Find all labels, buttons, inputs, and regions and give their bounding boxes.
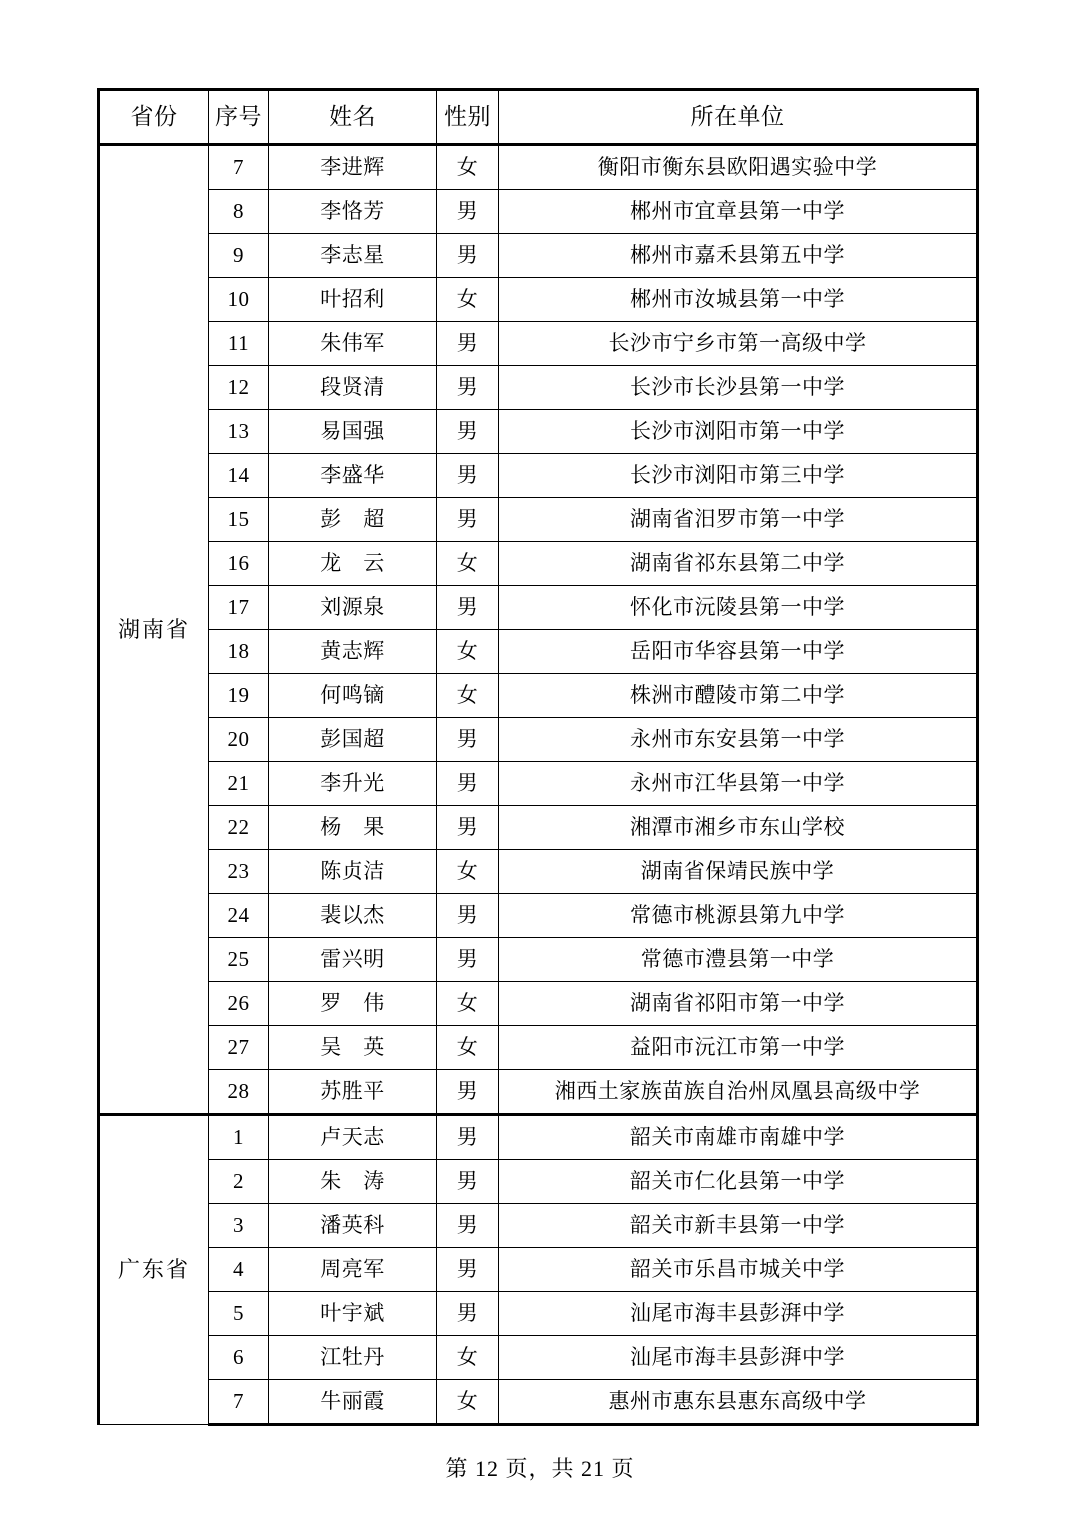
column-header-gender: 性别 xyxy=(437,90,499,145)
cell-seq: 11 xyxy=(209,322,269,366)
cell-name: 叶招利 xyxy=(269,278,437,322)
cell-name: 段贤清 xyxy=(269,366,437,410)
table-row xyxy=(99,850,978,894)
cell-name: 陈贞洁 xyxy=(269,850,437,894)
cell-gender: 女 xyxy=(437,1336,499,1380)
cell-name: 李志星 xyxy=(269,234,437,278)
cell-gender: 男 xyxy=(437,718,499,762)
cell-unit: 永州市东安县第一中学 xyxy=(499,718,978,762)
cell-name: 江牡丹 xyxy=(269,1336,437,1380)
cell-unit: 汕尾市海丰县彭湃中学 xyxy=(499,1336,978,1380)
table-row xyxy=(99,366,978,410)
cell-unit: 湖南省祁阳市第一中学 xyxy=(499,982,978,1026)
cell-unit: 衡阳市衡东县欧阳遇实验中学 xyxy=(499,145,978,190)
cell-gender: 男 xyxy=(437,938,499,982)
cell-name: 卢天志 xyxy=(269,1115,437,1160)
cell-unit: 湖南省汨罗市第一中学 xyxy=(499,498,978,542)
cell-seq: 25 xyxy=(209,938,269,982)
cell-unit: 长沙市宁乡市第一高级中学 xyxy=(499,322,978,366)
cell-seq: 17 xyxy=(209,586,269,630)
table-body xyxy=(99,145,978,1425)
cell-seq: 15 xyxy=(209,498,269,542)
cell-gender: 女 xyxy=(437,674,499,718)
cell-name: 刘源泉 xyxy=(269,586,437,630)
cell-gender: 男 xyxy=(437,410,499,454)
table-header-row xyxy=(99,90,978,145)
cell-unit: 韶关市南雄市南雄中学 xyxy=(499,1115,978,1160)
cell-seq: 27 xyxy=(209,1026,269,1070)
cell-name: 杨 果 xyxy=(269,806,437,850)
table-row xyxy=(99,894,978,938)
cell-name: 叶宇斌 xyxy=(269,1292,437,1336)
cell-seq: 13 xyxy=(209,410,269,454)
cell-unit: 郴州市汝城县第一中学 xyxy=(499,278,978,322)
cell-seq: 14 xyxy=(209,454,269,498)
cell-seq: 7 xyxy=(209,1380,269,1425)
roster-table xyxy=(97,88,979,1426)
cell-gender: 男 xyxy=(437,190,499,234)
cell-name: 黄志辉 xyxy=(269,630,437,674)
cell-gender: 女 xyxy=(437,850,499,894)
cell-unit: 常德市桃源县第九中学 xyxy=(499,894,978,938)
cell-gender: 男 xyxy=(437,366,499,410)
cell-name: 苏胜平 xyxy=(269,1070,437,1115)
cell-gender: 男 xyxy=(437,454,499,498)
table-row xyxy=(99,410,978,454)
cell-gender: 女 xyxy=(437,630,499,674)
cell-unit: 韶关市新丰县第一中学 xyxy=(499,1204,978,1248)
table-row xyxy=(99,630,978,674)
cell-gender: 男 xyxy=(437,1160,499,1204)
cell-seq: 28 xyxy=(209,1070,269,1115)
cell-seq: 10 xyxy=(209,278,269,322)
cell-seq: 4 xyxy=(209,1248,269,1292)
cell-name: 龙 云 xyxy=(269,542,437,586)
cell-unit: 永州市江华县第一中学 xyxy=(499,762,978,806)
column-header-name: 姓名 xyxy=(269,90,437,145)
table-row xyxy=(99,674,978,718)
table-row xyxy=(99,1248,978,1292)
table-row xyxy=(99,586,978,630)
cell-seq: 20 xyxy=(209,718,269,762)
cell-name: 牛丽霞 xyxy=(269,1380,437,1425)
table-row xyxy=(99,234,978,278)
column-header-seq: 序号 xyxy=(209,90,269,145)
table-row xyxy=(99,1292,978,1336)
cell-seq: 21 xyxy=(209,762,269,806)
cell-seq: 8 xyxy=(209,190,269,234)
cell-seq: 24 xyxy=(209,894,269,938)
cell-gender: 女 xyxy=(437,982,499,1026)
table-row xyxy=(99,498,978,542)
cell-gender: 男 xyxy=(437,234,499,278)
cell-unit: 株洲市醴陵市第二中学 xyxy=(499,674,978,718)
table-row xyxy=(99,982,978,1026)
table-row xyxy=(99,190,978,234)
table-row xyxy=(99,542,978,586)
cell-unit: 郴州市嘉禾县第五中学 xyxy=(499,234,978,278)
cell-province: 湖南省 xyxy=(99,145,209,1115)
table-row xyxy=(99,806,978,850)
cell-unit: 长沙市长沙县第一中学 xyxy=(499,366,978,410)
table-row xyxy=(99,718,978,762)
cell-gender: 男 xyxy=(437,586,499,630)
table-header xyxy=(99,90,978,145)
cell-name: 彭国超 xyxy=(269,718,437,762)
cell-unit: 郴州市宜章县第一中学 xyxy=(499,190,978,234)
page-footer: 第 12 页，共 21 页 xyxy=(445,1456,635,1481)
cell-unit: 湖南省祁东县第二中学 xyxy=(499,542,978,586)
cell-gender: 男 xyxy=(437,1070,499,1115)
cell-unit: 惠州市惠东县惠东高级中学 xyxy=(499,1380,978,1425)
cell-seq: 23 xyxy=(209,850,269,894)
cell-name: 何鸣镝 xyxy=(269,674,437,718)
cell-unit: 湘西土家族苗族自治州凤凰县高级中学 xyxy=(499,1070,978,1115)
cell-gender: 男 xyxy=(437,1248,499,1292)
table-row xyxy=(99,1115,978,1160)
cell-name: 李恪芳 xyxy=(269,190,437,234)
cell-unit: 常德市澧县第一中学 xyxy=(499,938,978,982)
cell-gender: 男 xyxy=(437,762,499,806)
cell-seq: 5 xyxy=(209,1292,269,1336)
cell-gender: 女 xyxy=(437,1026,499,1070)
cell-unit: 长沙市浏阳市第三中学 xyxy=(499,454,978,498)
table-row xyxy=(99,322,978,366)
cell-gender: 男 xyxy=(437,1204,499,1248)
cell-seq: 6 xyxy=(209,1336,269,1380)
table-row xyxy=(99,1070,978,1115)
cell-name: 罗 伟 xyxy=(269,982,437,1026)
roster-table-container xyxy=(97,88,976,1426)
table-row xyxy=(99,1160,978,1204)
cell-unit: 湘潭市湘乡市东山学校 xyxy=(499,806,978,850)
table-row xyxy=(99,454,978,498)
cell-name: 周亮军 xyxy=(269,1248,437,1292)
cell-unit: 长沙市浏阳市第一中学 xyxy=(499,410,978,454)
cell-seq: 22 xyxy=(209,806,269,850)
cell-province: 广东省 xyxy=(99,1115,209,1425)
table-row xyxy=(99,1026,978,1070)
cell-gender: 男 xyxy=(437,498,499,542)
table-row xyxy=(99,278,978,322)
cell-unit: 岳阳市华容县第一中学 xyxy=(499,630,978,674)
cell-gender: 男 xyxy=(437,806,499,850)
cell-name: 彭 超 xyxy=(269,498,437,542)
cell-gender: 男 xyxy=(437,1115,499,1160)
cell-gender: 女 xyxy=(437,278,499,322)
cell-seq: 16 xyxy=(209,542,269,586)
cell-seq: 12 xyxy=(209,366,269,410)
table-row xyxy=(99,1204,978,1248)
table-row xyxy=(99,1380,978,1425)
cell-gender: 女 xyxy=(437,145,499,190)
cell-name: 吴 英 xyxy=(269,1026,437,1070)
cell-unit: 怀化市沅陵县第一中学 xyxy=(499,586,978,630)
cell-name: 李升光 xyxy=(269,762,437,806)
cell-name: 李进辉 xyxy=(269,145,437,190)
cell-name: 潘英科 xyxy=(269,1204,437,1248)
cell-seq: 9 xyxy=(209,234,269,278)
cell-seq: 2 xyxy=(209,1160,269,1204)
cell-gender: 男 xyxy=(437,322,499,366)
table-row xyxy=(99,938,978,982)
cell-unit: 湖南省保靖民族中学 xyxy=(499,850,978,894)
column-header-unit: 所在单位 xyxy=(499,90,978,145)
cell-gender: 男 xyxy=(437,1292,499,1336)
cell-seq: 19 xyxy=(209,674,269,718)
cell-name: 易国强 xyxy=(269,410,437,454)
table-row xyxy=(99,1336,978,1380)
cell-unit: 益阳市沅江市第一中学 xyxy=(499,1026,978,1070)
cell-seq: 1 xyxy=(209,1115,269,1160)
cell-name: 裴以杰 xyxy=(269,894,437,938)
cell-seq: 26 xyxy=(209,982,269,1026)
cell-seq: 18 xyxy=(209,630,269,674)
cell-gender: 女 xyxy=(437,1380,499,1425)
cell-name: 朱 涛 xyxy=(269,1160,437,1204)
cell-unit: 韶关市仁化县第一中学 xyxy=(499,1160,978,1204)
cell-seq: 3 xyxy=(209,1204,269,1248)
cell-gender: 男 xyxy=(437,894,499,938)
cell-name: 朱伟军 xyxy=(269,322,437,366)
cell-name: 雷兴明 xyxy=(269,938,437,982)
table-row xyxy=(99,145,978,190)
cell-seq: 7 xyxy=(209,145,269,190)
table-row xyxy=(99,762,978,806)
cell-unit: 韶关市乐昌市城关中学 xyxy=(499,1248,978,1292)
cell-unit: 汕尾市海丰县彭湃中学 xyxy=(499,1292,978,1336)
column-header-province: 省份 xyxy=(99,90,209,145)
cell-gender: 女 xyxy=(437,542,499,586)
cell-name: 李盛华 xyxy=(269,454,437,498)
